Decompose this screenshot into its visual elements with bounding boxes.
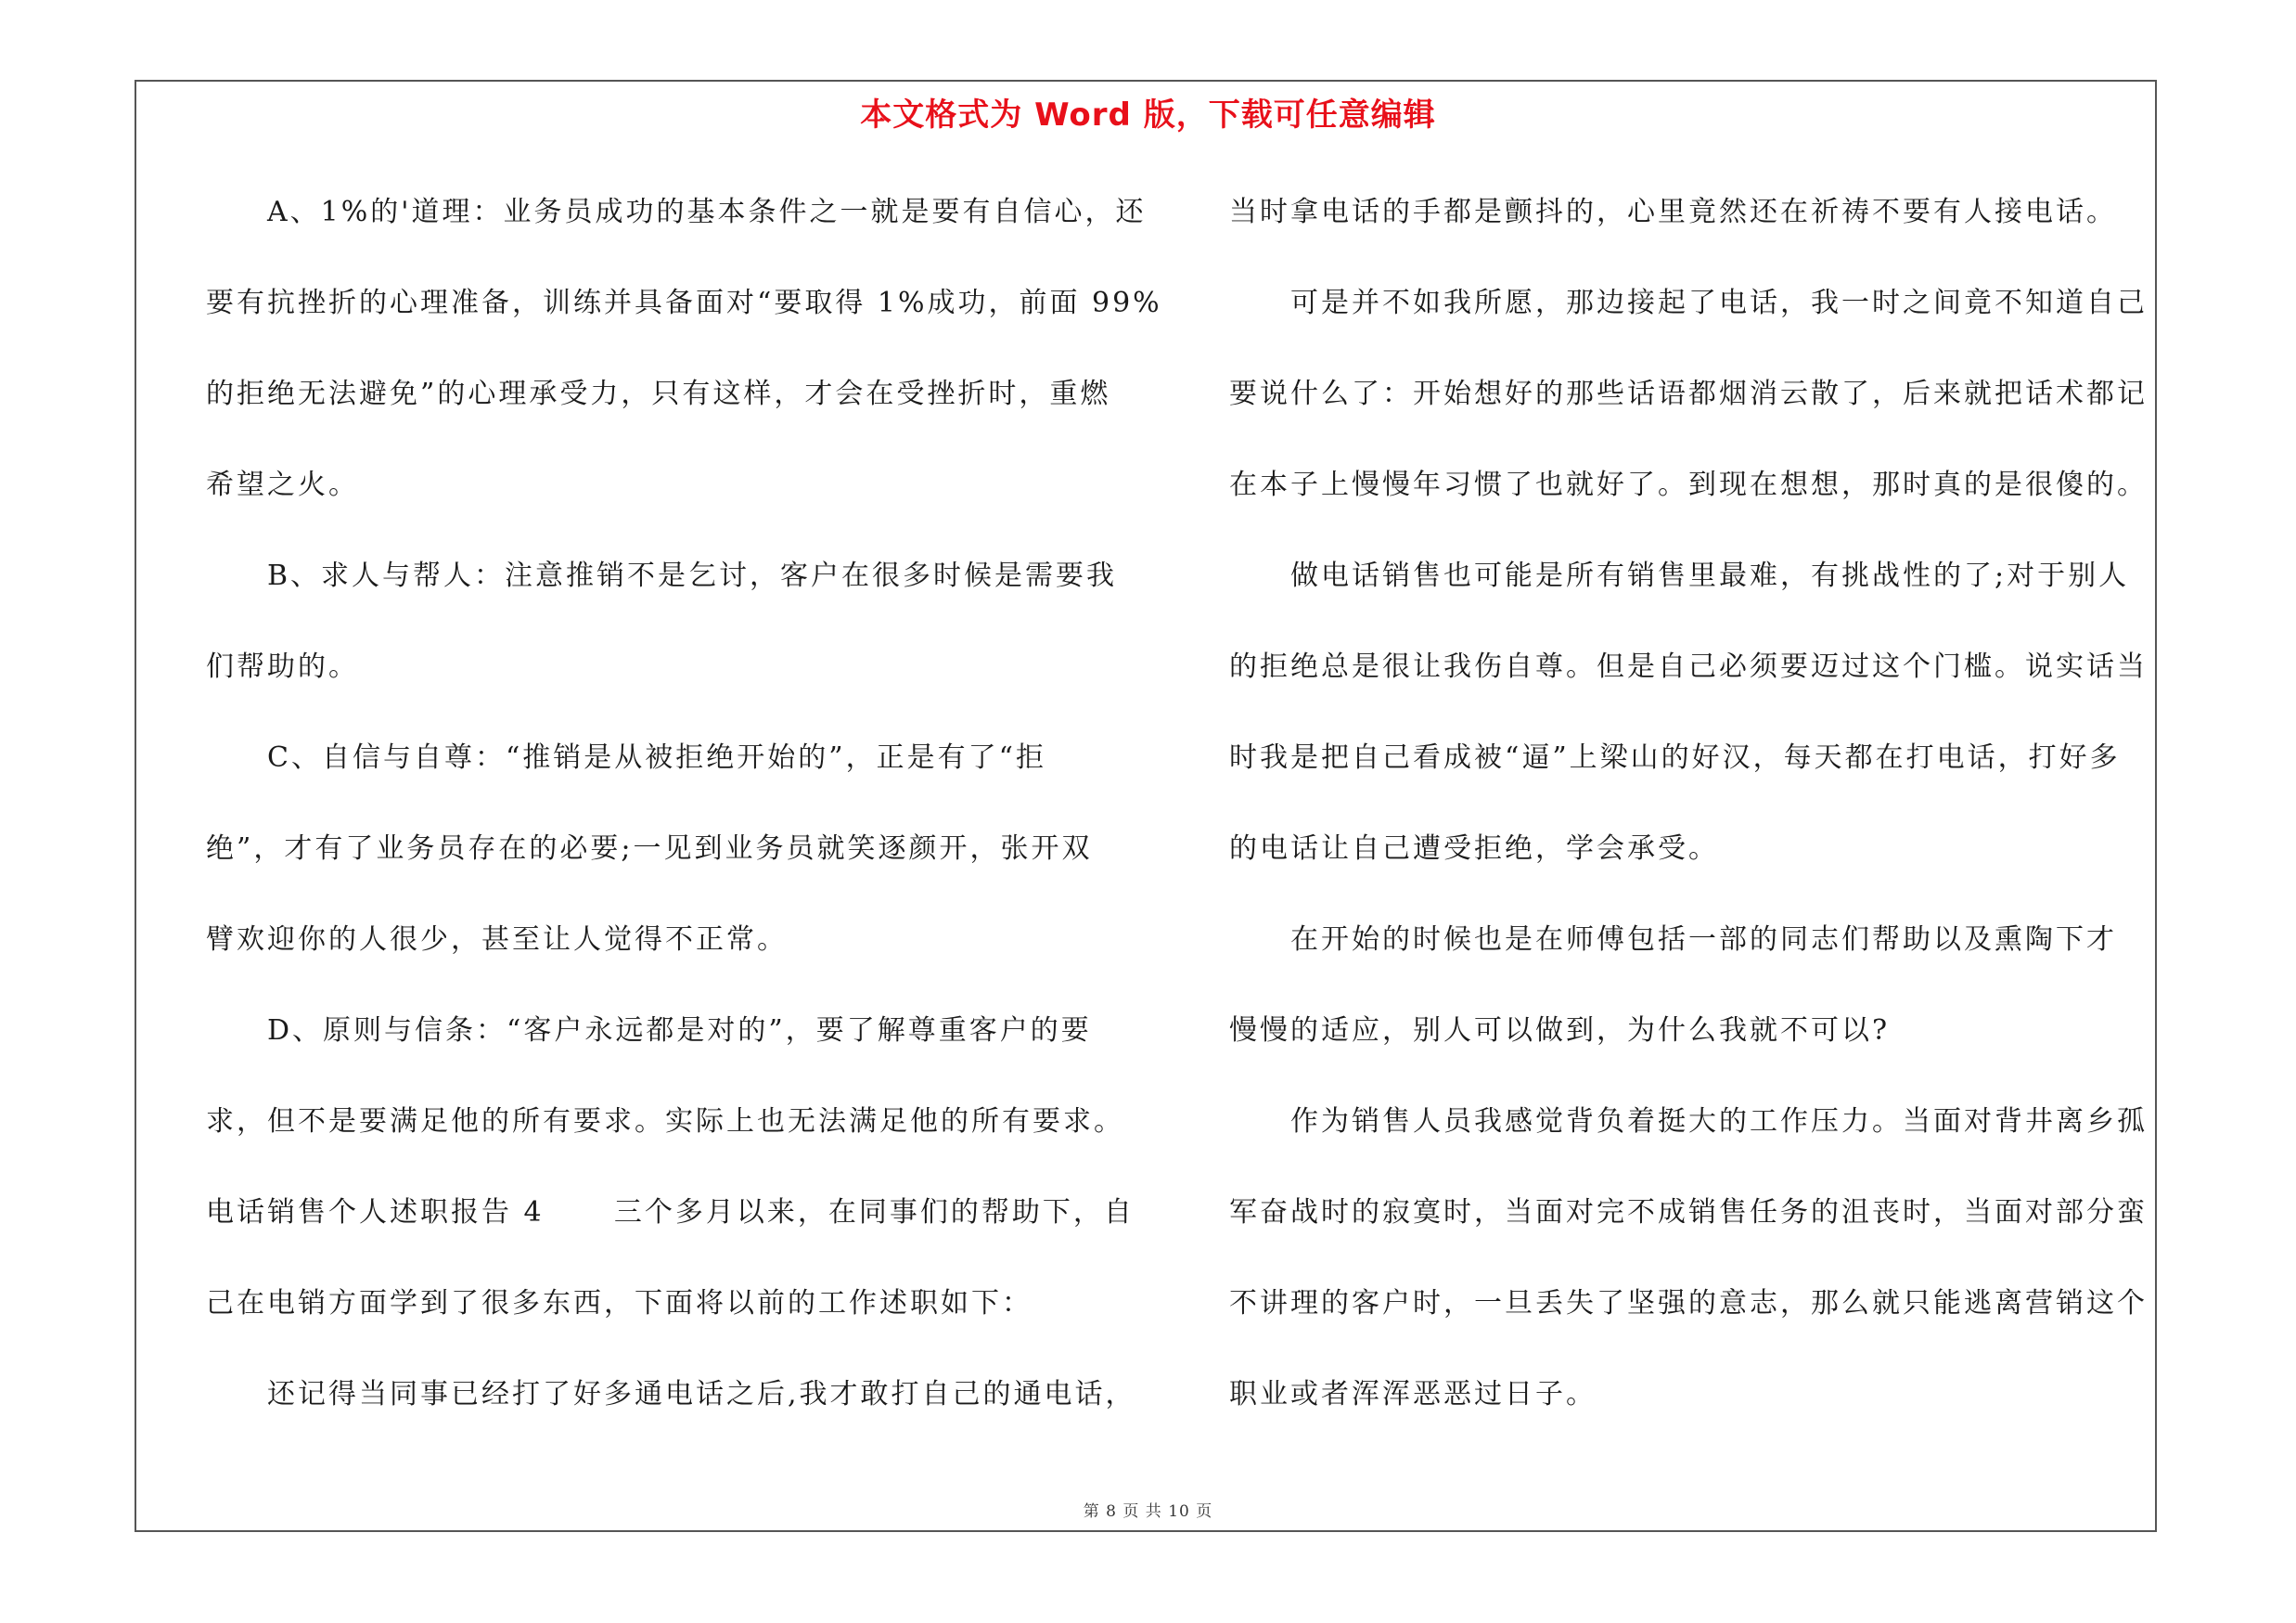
- text-line: 还记得当同事已经打了好多通电话之后,我才敢打自己的通电话，: [267, 1378, 1136, 1410]
- text-line: 要说什么了：开始想好的那些话语都烟消云散了，后来就把话术都记: [1229, 378, 2148, 410]
- text-line: 们帮助的。: [206, 650, 359, 683]
- text-line: 希望之火。: [206, 469, 359, 501]
- text-line: 在开始的时候也是在师傅包括一部的同志们帮助以及熏陶下才: [1290, 923, 2117, 956]
- text-line: 臂欢迎你的人很少，甚至让人觉得不正常。: [206, 923, 788, 956]
- text-line: 不讲理的客户时，一旦丢失了坚强的意志，那么就只能逃离营销这个: [1229, 1287, 2148, 1320]
- text-line: 作为销售人员我感觉背负着挺大的工作压力。当面对背井离乡孤: [1290, 1105, 2148, 1138]
- text-line: 可是并不如我所愿，那边接起了电话，我一时之间竟不知道自己: [1290, 287, 2148, 319]
- text-line: 的拒绝总是很让我伤自尊。但是自己必须要迈过这个门槛。说实话当: [1229, 650, 2148, 683]
- format-notice-banner: 本文格式为 Word 版，下载可任意编辑: [860, 97, 1436, 134]
- text-line: 的电话让自己遭受拒绝，学会承受。: [1229, 832, 1719, 865]
- text-line: 军奋战时的寂寞时，当面对完不成销售任务的沮丧时，当面对部分蛮: [1229, 1196, 2148, 1229]
- text-line: C、自信与自尊：“推销是从被拒绝开始的”，正是有了“拒: [267, 741, 1046, 774]
- text-line: 己在电销方面学到了很多东西，下面将以前的工作述职如下：: [206, 1287, 1033, 1320]
- text-line: 的拒绝无法避免”的心理承受力，只有这样，才会在受挫折时，重燃: [206, 378, 1111, 410]
- text-line: D、原则与信条：“客户永远都是对的”，要了解尊重客户的要: [267, 1014, 1092, 1047]
- text-line: 电话销售个人述职报告 4 三个多月以来，在同事们的帮助下，自: [206, 1196, 1135, 1229]
- text-line: 求，但不是要满足他的所有要求。实际上也无法满足他的所有要求。: [206, 1105, 1124, 1138]
- page-number-footer: 第 8 页 共 10 页: [1083, 1502, 1213, 1521]
- text-line: 时我是把自己看成被“逼”上梁山的好汉，每天都在打电话，打好多: [1229, 741, 2121, 774]
- text-line: 当时拿电话的手都是颤抖的，心里竟然还在祈祷不要有人接电话。: [1229, 196, 2117, 228]
- text-line: 职业或者浑浑恶恶过日子。: [1229, 1378, 1597, 1410]
- text-line: B、求人与帮人：注意推销不是乞讨，客户在很多时候是需要我: [267, 560, 1118, 592]
- right-text-column: [1229, 186, 2166, 1459]
- text-line: 在本子上慢慢年习惯了也就好了。到现在想想，那时真的是很傻的。: [1229, 469, 2148, 501]
- left-text-column: [206, 186, 1162, 1459]
- text-line: 做电话销售也可能是所有销售里最难，有挑战性的了;对于别人: [1290, 560, 2130, 592]
- text-line: 绝”，才有了业务员存在的必要;一见到业务员就笑逐颜开，张开双: [206, 832, 1093, 865]
- text-line: 要有抗挫折的心理准备，训练并具备面对“要取得 1%成功，前面 99%: [206, 287, 1162, 319]
- text-line: A、1%的'道理：业务员成功的基本条件之一就是要有自信心，还: [267, 196, 1147, 228]
- text-line: 慢慢的适应，别人可以做到，为什么我就不可以?: [1229, 1014, 1891, 1047]
